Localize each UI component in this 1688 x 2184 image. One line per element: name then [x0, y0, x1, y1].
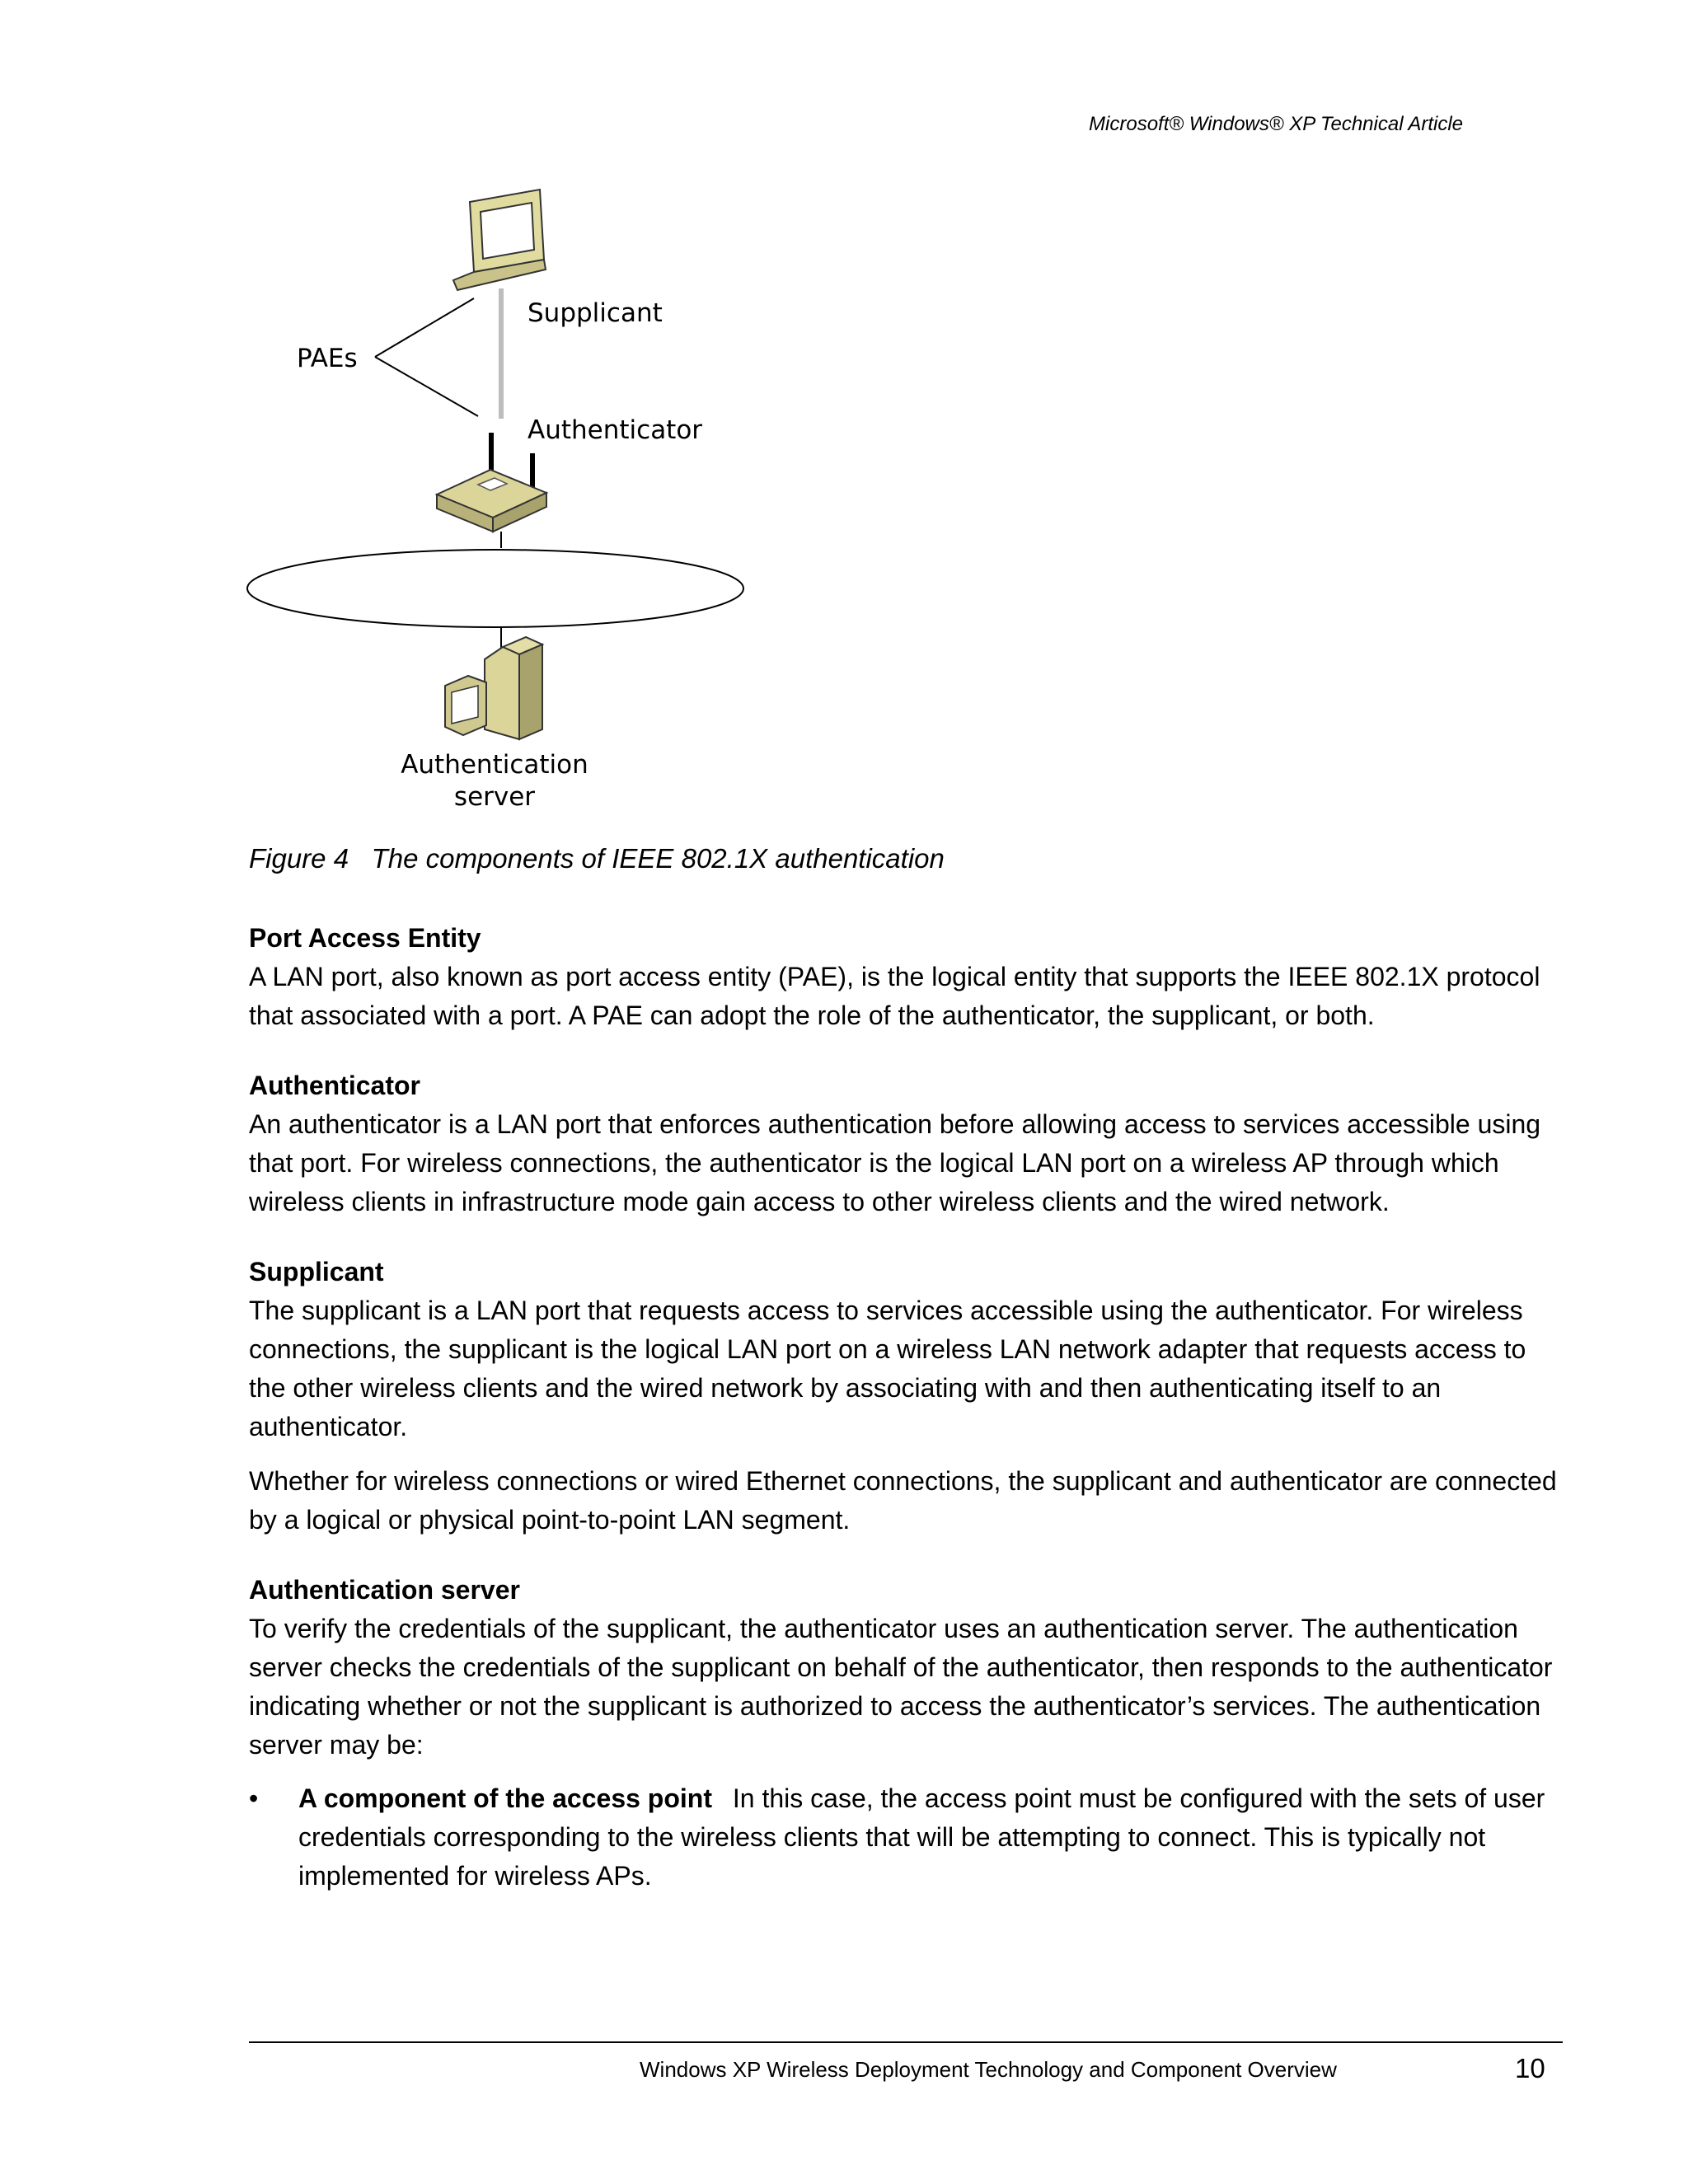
- page-number: 10: [1515, 2053, 1545, 2083]
- section-paragraph: Whether for wireless connections or wired Ethernet connections, the supplicant and authenticator are connected by a logical or physical point-to-point LAN segment.: [249, 1466, 1557, 1535]
- supplicant-label: Supplicant: [528, 298, 663, 328]
- article-body: [249, 919, 1568, 1927]
- section-authentication-server: [249, 1571, 1568, 1896]
- footer-title: Windows XP Wireless Deployment Technology and Component Overview: [640, 2057, 1337, 2082]
- section-heading: Supplicant: [249, 1257, 384, 1286]
- footer-divider: [249, 2041, 1563, 2043]
- pae-line-supplicant: [375, 298, 474, 357]
- paes-label: PAEs: [297, 344, 358, 373]
- figure-caption: Figure 4 The components of IEEE 802.1X authentication: [249, 843, 945, 874]
- auth-server-label-line1: Authentication: [401, 750, 588, 780]
- access-point-icon: [437, 433, 546, 532]
- section-paragraph: A LAN port, also known as port access entity (PAE), is the logical entity that supports the IEEE 802.1X protocol that associated with a port. A PAE can adopt the role of the authenticator, the supplicant, or both.: [249, 962, 1540, 1030]
- section-heading: Authentication server: [249, 1575, 520, 1605]
- diagram: [239, 181, 775, 832]
- bullet-item: [249, 1779, 1568, 1896]
- section-heading: Authenticator: [249, 1071, 420, 1100]
- laptop-icon: [453, 190, 546, 290]
- auth-server-label-line2: server: [453, 782, 536, 812]
- section-paragraph: The supplicant is a LAN port that requests access to services accessible using the authenticator. For wireless connections, the supplicant is the logical LAN port on a wireless LAN network adapter that requests access to the other wireless clients and the wired network by associating with and then authenticating itself to an authenticator.: [249, 1296, 1526, 1441]
- bullet-term: A component of the access point: [298, 1783, 712, 1813]
- server-icon: [445, 637, 542, 739]
- section-paragraph: To verify the credentials of the supplicant, the authenticator uses an authentication server. The authentication server checks the credentials of the supplicant on behalf of the authenticator, then responds to the authenticator indicating whether or not the supplicant is authorized to access the authenticator’s services. The authentication server may be:: [249, 1614, 1553, 1760]
- pae-line-authenticator: [375, 357, 478, 416]
- authenticator-label: Authenticator: [528, 415, 703, 445]
- bullet-list: [249, 1779, 1568, 1896]
- section-port-access-entity: [249, 919, 1568, 1035]
- running-header: Microsoft® Windows® XP Technical Article: [1089, 113, 1463, 135]
- bullet-text: In this case, the access point must be configured with the sets of user credentials corresponding to the wireless clients that will be attempting to connect. This is typically not implemented for wireless APs.: [298, 1783, 1545, 1891]
- section-supplicant: [249, 1253, 1568, 1540]
- figure-8021x-components: [239, 181, 775, 832]
- network-ellipse: [247, 550, 743, 627]
- section-authenticator: [249, 1066, 1568, 1221]
- section-paragraph: An authenticator is a LAN port that enforces authentication before allowing access to services accessible using that port. For wireless connections, the authenticator is the logical LAN port on a wireless AP through which wireless clients in infrastructure mode gain access to other wireless clients and the wired network.: [249, 1109, 1541, 1216]
- section-heading: Port Access Entity: [249, 923, 481, 953]
- bullet-marker: •: [249, 1783, 259, 1813]
